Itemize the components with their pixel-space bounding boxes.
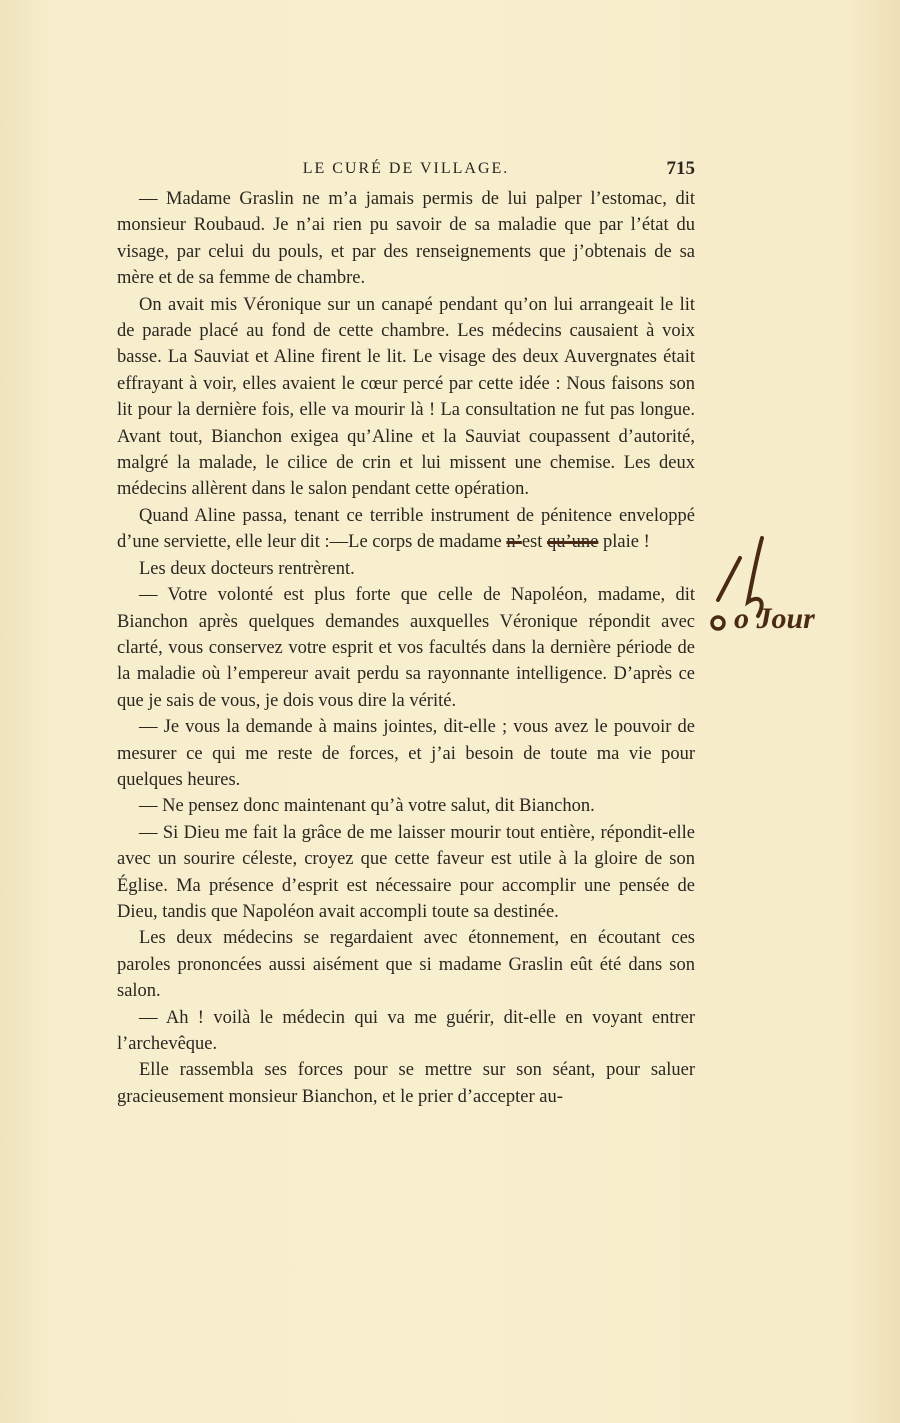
paragraph: On avait mis Véronique sur un canapé pendant qu’on lui arrangeait le lit de parade placé au fond de cette chambre. Les médecins causaient à voix basse. La Sauviat et Aline firent le lit. Le visage des deux Auvergnates était effrayant à voir, elles avaient le cœur percé par cette idée : Nous faisons son lit pour la dernière fois, elle va mourir là ! La consultation ne fut pas longue. Avant tout, Bianchon exigea qu’Aline et la Sauviat coupassent d’autorité, malgré la malade, le cilice de crin et lui missent une chemise. Les deux médecins allèrent dans le salon pendant cette opération. [117, 294, 695, 500]
text-segment: est [521, 532, 547, 553]
paragraph: — Ah ! voilà le médecin qui va me guérir, dit-elle en voyant entrer l’archevêque. [117, 1007, 695, 1054]
proofreader-mark-icon [700, 530, 860, 650]
running-title: LE CURÉ DE VILLAGE. [302, 160, 510, 177]
paragraph: — Votre volonté est plus forte que celle de Napoléon, madame, dit Bianchon après quelques demandes auxquelles Véronique répondit avec clarté, vous conservez votre esprit et vos facultés dans la dernière période de la maladie où l’empereur avait perdu sa rayonnante intelligence. D’après ce que je sais de vous, je dois vous dire la vérité. [117, 585, 695, 711]
paragraph: — Je vous la demande à mains jointes, dit-elle ; vous avez le pouvoir de mesurer ce qui me reste de forces, et j’ai besoin de toute ma vie pour quelques heures. [117, 717, 695, 790]
paragraph: — Ne pensez donc maintenant qu’à votre salut, dit Bianchon. [139, 796, 595, 817]
paragraph: — Si Dieu me fait la grâce de me laisser mourir tout entière, répondit-elle avec un sourire céleste, croyez que cette faveur est utile à la gloire de son Église. Ma présence d’esprit est nécessaire pour accomplir une pensée de Dieu, tandis que Napoléon avait accompli toute sa destinée. [117, 822, 695, 922]
text-segment: plaie ! [598, 532, 650, 553]
struck-word: n’ [506, 532, 522, 553]
text-segment: Quand Aline passa, tenant ce terrible instrument de pénitence enveloppé d’une serviette, elle leur dit :—Le corps de madame [117, 505, 695, 553]
body-text [117, 186, 695, 1110]
handwritten-margin-note [700, 530, 860, 650]
paragraph: Elle rassembla ses forces pour se mettre sur son séant, pour saluer gracieusement monsieur Bianchon, et le prier d’accepter au- [117, 1060, 695, 1107]
running-head [117, 158, 695, 184]
margin-note-text: o Jour [734, 602, 815, 635]
struck-word: qu’une [547, 532, 599, 553]
corrected-paragraph [117, 503, 695, 556]
paragraph: — Madame Graslin ne m’a jamais permis de lui palper l’estomac, dit monsieur Roubaud. Je n’ai rien pu savoir de sa maladie que par l’état du visage, par celui du pouls, et par des renseignements que j’obtenais de sa mère et de sa femme de chambre. [117, 189, 695, 289]
page-number: 715 [666, 158, 695, 179]
paragraph: Les deux docteurs rentrèrent. [139, 558, 355, 579]
paragraph: Les deux médecins se regardaient avec étonnement, en écoutant ces paroles prononcées aussi aisément que si madame Graslin eût été dans son salon. [117, 928, 695, 1002]
